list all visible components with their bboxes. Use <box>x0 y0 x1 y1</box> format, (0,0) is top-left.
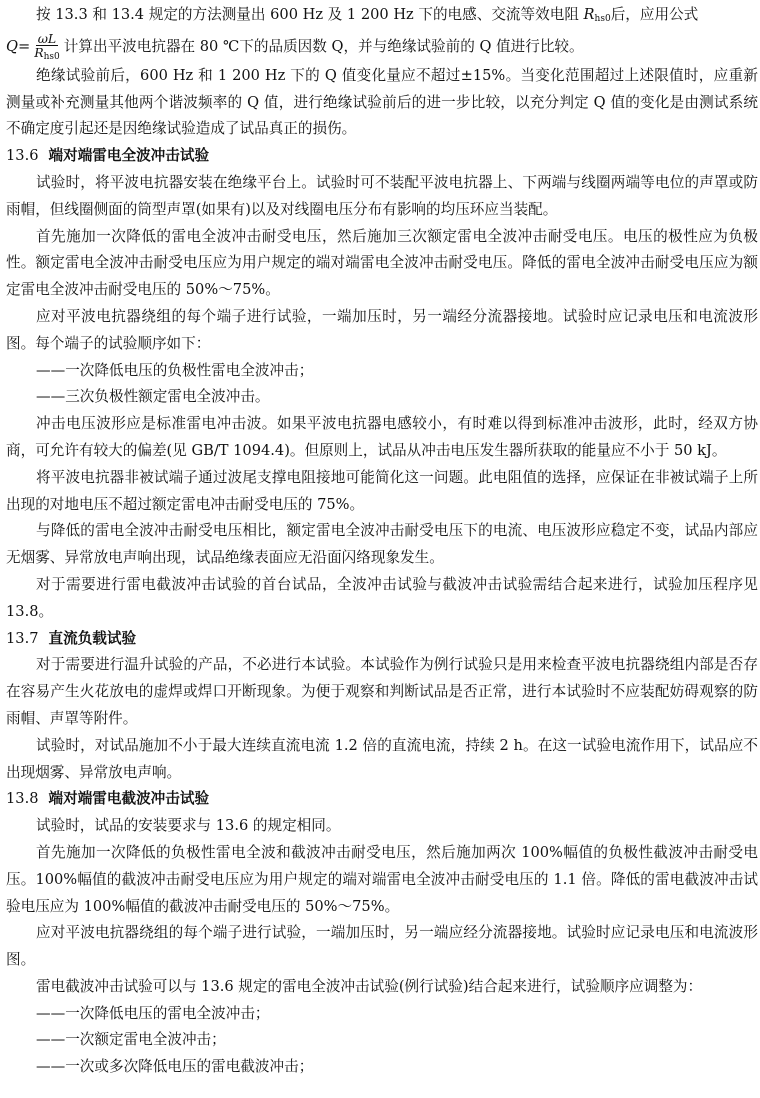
section-13-6-list-item-1: ——一次降低电压的负极性雷电全波冲击； <box>36 361 314 379</box>
section-13-6-paragraph-4: 冲击电压波形应是标准雷电冲击波。如果平波电抗器电感较小，有时难以得到标准冲击波形，此时，经双方协商，可允许有较大的偏差(见 GB/T 1094.4)。但原则上，试品从冲击电压发生器所获取的能量应不小于 50 kJ。 <box>6 415 758 459</box>
section-13-7-number: 13.7 <box>6 629 39 647</box>
section-13-8-paragraph-4: 雷电截波冲击试验可以与 13.6 规定的雷电全波冲击试验(例行试验)结合起来进行，试验顺序应调整为： <box>36 977 703 995</box>
section-13-7-paragraph-2: 试验时，对试品施加不小于最大连续直流电流 1.2 倍的直流电流，持续 2 h。在这一试验电流作用下，试品应不出现烟雾、异常放电声响。 <box>6 736 758 781</box>
section-13-7-heading <box>6 626 758 653</box>
section-13-6-paragraph-7: 对于需要进行雷电截波冲击试验的首台试品，全波冲击试验与截波冲击试验需结合起来进行，试验加压程序见 13.8。 <box>6 575 758 620</box>
section-13-8-paragraph-1: 试验时，试品的安装要求与 13.6 的规定相同。 <box>36 817 341 835</box>
q-formula-fraction <box>32 32 62 64</box>
intro-text-b: 后，应用公式 <box>610 6 699 23</box>
r-subscript: hs0 <box>594 14 611 24</box>
section-13-6-title: 端对端雷电全波冲击试验 <box>48 147 210 165</box>
section-13-6-paragraph-1: 试验时，将平波电抗器安装在绝缘平台上。试验时可不装配平波电抗器上、下两端与线圈两端等电位的声罩或防雨帽，但线圈侧面的筒型声罩(如果有)以及对线圈电压分布有影响的均压环应当装配。 <box>6 173 758 218</box>
q-symbol: Q <box>6 38 18 56</box>
fraction-denominator-symbol: R <box>34 44 44 60</box>
section-13-6-paragraph-5: 将平波电抗器非被试端子通过波尾支撑电阻接地可能简化这一问题。此电阻值的选择，应保证在非被试端子上所出现的对地电压不超过额定雷电冲击耐受电压的 75%。 <box>6 468 758 513</box>
section-13-6-paragraph-3: 应对平波电抗器绕组的每个端子进行试验，一端加压时，另一端经分流器接地。试验时应记录电压和电流波形图。每个端子的试验顺序如下： <box>6 307 758 352</box>
r-symbol: R <box>583 6 595 23</box>
section-13-8-list-item-2: ——一次额定雷电全波冲击； <box>36 1031 226 1049</box>
equals-sign: = <box>17 38 31 56</box>
formula-line <box>6 30 758 63</box>
intro-paragraph-1 <box>6 0 758 33</box>
section-13-6-number: 13.6 <box>6 147 39 165</box>
section-13-8-number: 13.8 <box>6 790 39 808</box>
section-13-8-paragraph-3: 应对平波电抗器绕组的每个端子进行试验，一端加压时，另一端应经分流器接地。试验时应记录电压和电流波形图。 <box>6 924 758 969</box>
fraction-denominator-subscript: hs0 <box>43 51 60 62</box>
fraction-numerator: ωL <box>37 30 57 46</box>
section-13-6-paragraph-2: 首先施加一次降低的雷电全波冲击耐受电压，然后施加三次额定雷电全波冲击耐受电压。电压的极性应为负极性。额定雷电全波冲击耐受电压应为用户规定的端对端雷电全波冲击耐受电压。降低的雷电全波冲击耐受电压应为额定雷电全波冲击耐受电压的 50%～75%。 <box>6 227 758 299</box>
intro-text-a: 按 13.3 和 13.4 规定的方法测量出 600 Hz 及 1 200 Hz 下的电感、交流等效电阻 <box>36 6 584 23</box>
section-13-6-list-item-2: ——三次负极性额定雷电全波冲击。 <box>36 388 270 406</box>
section-13-7-paragraph-1: 对于需要进行温升试验的产品，不必进行本试验。本试验作为例行试验只是用来检查平波电抗器绕组内部是否存在容易产生火花放电的虚焊或焊口开断现象。为便于观察和判断试品是否正常，进行本试验时不应装配妨碍观察的防雨帽、声罩等附件。 <box>6 656 758 727</box>
section-13-8-paragraph-2: 首先施加一次降低的负极性雷电全波和截波冲击耐受电压，然后施加两次 100%幅值的负极性截波冲击耐受电压。100%幅值的截波冲击耐受电压应为用户规定的端对端雷电全波冲击耐受电压的 1.1 倍。降低的雷电截波冲击试验电压应为 100%幅值的截波冲击耐受电压的 50%～75%。 <box>6 843 758 915</box>
section-13-8-heading <box>6 786 758 813</box>
intro-text-c: 计算出平波电抗器在 80 ℃下的品质因数 Q，并与绝缘试验前的 Q 值进行比较。 <box>63 38 584 56</box>
section-13-8-title: 端对端雷电截波冲击试验 <box>48 790 210 808</box>
intro-paragraph-2: 绝缘试验前后，600 Hz 和 1 200 Hz 下的 Q 值变化量应不超过±15%。当变化范围超过上述限值时，应重新测量或补充测量其他两个谐波频率的 Q 值，进行绝缘试验前后的进一步比较，以充分判定 Q 值的变化是由测试系统不确定度引起还是因绝缘试验造成了试品真正的损伤。 <box>6 66 758 138</box>
section-13-6-heading <box>6 143 758 170</box>
section-13-6-paragraph-6: 与降低的雷电全波冲击耐受电压相比，额定雷电全波冲击耐受电压下的电流、电压波形应稳定不变，试品内部应无烟雾、异常放电声响出现，试品绝缘表面应无沿面闪络现象发生。 <box>6 522 758 567</box>
fraction-denominator <box>32 46 62 64</box>
section-13-8-list-item-3: ——一次或多次降低电压的雷电截波冲击； <box>36 1058 314 1076</box>
section-13-8-list-item-1: ——一次降低电压的雷电全波冲击； <box>36 1004 270 1022</box>
section-13-7-title: 直流负载试验 <box>48 629 137 647</box>
